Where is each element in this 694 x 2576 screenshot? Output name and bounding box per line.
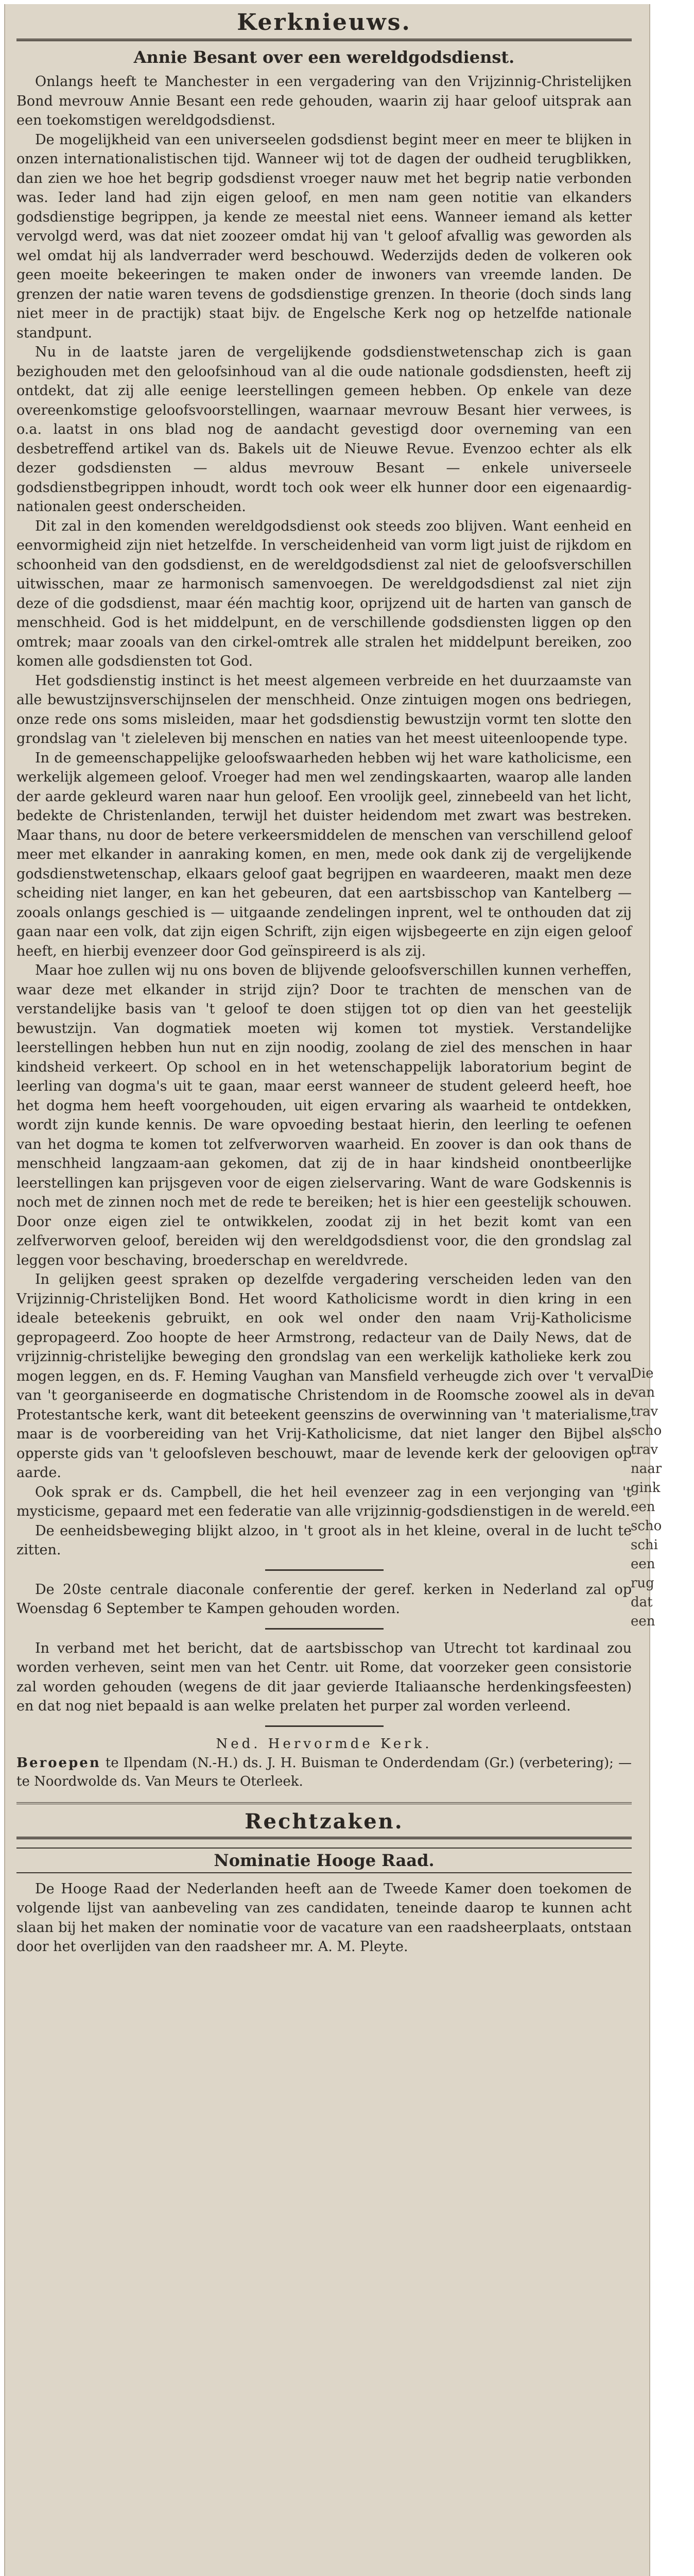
edge-word: van [631,1385,655,1400]
article-paragraph: De mogelijkheid van een universeelen godsdienst begint meer en meer te blijken in onzen internationalistischen tijd. Wanneer wij tot de dagen der oudheid terugblikken, dan zien we hoe het begrip godsdienst vroeger nauw met het begrip natie verbonden was. Ieder land had zijn eigen geloof, en men nam geen notitie van elkanders godsdienstige begrippen, ja kende ze meestal niet eens. Wanneer iemand als ketter vervolgd werd, was dat niet zoozeer omdat hij van 't geloof afvallig was geworden als wel omdat hij als landverrader werd beschouwd. Wederzijds deden de volkeren ook geen moeite bekeeringen te maken onder de inwoners van vreemde landen. De grenzen der natie waren tevens de godsdienstige grenzen. In theorie (doch sinds lang niet meer in de practijk) staat bijv. de Engelsche Kerk nog op hetzelfde nationale standpunt. [16,131,632,341]
article-paragraph: Nu in de laatste jaren de vergelijkende godsdienstwetenschap zich is gaan bezighouden met den geloofsinhoud van al die oude nationale godsdiensten, heeft zij ontdekt, dat zij alle eenige leerstellingen gemeen hebben. Op enkele van deze overeenkomstige geloofsvoorstellingen, waarnaar mevrouw Besant hier verwees, is o.a. laatst in ons blad nog de aandacht gevestigd door overneming van een desbetreffend artikel van ds. Bakels uit de Nieuwe Revue. Evenzoo echter als elk dezer godsdiensten — aldus mevrouw Besant — enkele universeele godsdienstbegrippen inhoudt, wordt toch ook weer elk hunner door een eigenaardig-nationalen geest onderscheiden. [16,344,632,515]
article-title: Annie Besant over een wereldgodsdienst. [133,47,515,67]
text-column [16,4,632,1957]
newspaper-clipping [4,4,662,2576]
article-paragraph: Maar hoe zullen wij nu ons boven de blijvende geloofsverschillen kunnen verheffen, waar deze met elkander in strijd zijn? Door te trachten de menschen van de verstandelijke basis van 't geloof te doen stijgen tot op dien van het geestelijk bewustzijn. Van dogmatiek moeten wij komen tot mystiek. Verstandelijke leerstellingen hebben hun nut en zijn noodig, zoolang de ziel des menschen in haar kindsheid verkeert. Op school en in het wetenschappelijk laboratorium begint de leerling van dogma's uit te gaan, maar eerst wanneer de student geleerd heeft, hoe het dogma hem heeft voorgehouden, uit eigen ervaring als waarheid te ontdekken, wordt zijn kunde kennis. De ware opvoeding bestaat hierin, den leerling te oefenen van het dogma te komen tot zelfverworven waarheid. En zoover is dan ook thans de menschheid langzaam-aan gekomen, dat zij de in haar kindsheid onontbeerlijke leerstellingen kan prijsgeven voor de eigen zielservaring. Want de ware Godskennis is noch met de zinnen noch met de rede te bereiken; het is hier een geestelijk schouwen. Door onze eigen ziel te ontwikkelen, zoodat zij in het bezit komt van een zelfverworven geloof, bereiden wij den wereldgodsdienst voor, die den grondslag zal leggen voor beschaving, broederschap en wereldvrede. [16,962,632,1268]
edge-word: een [631,1614,655,1629]
edge-word: schi [631,1537,658,1553]
court-title: Nominatie Hooge Raad. [16,1848,632,1873]
edge-word: Die [631,1366,654,1381]
divider [265,1569,384,1571]
church-notice [16,1754,632,1791]
edge-word: een [631,1499,655,1515]
news-item-conference: De 20ste centrale diaconale conferentie der geref. kerken in Nederland zal op Woensdag 6 September te Kampen gehouden worden. [16,1581,632,1617]
article-paragraph: In de gemeenschappelijke geloofswaarheden hebben wij het ware katholicisme, een werkelijk algemeen geloof. Vroeger had men wel zendingskaarten, waarop alle landen der aarde gekleurd waren naar hun geloof. Een vroolijk geel, zinnebeeld van het licht, bedekte de Christenlanden, terwijl het duister heidendom met zwart was bestreken. Maar thans, nu door de betere verkeersmiddelen de menschen van verschillend geloof meer met elkander in aanraking komen, en men, mede ook dank zij de vergelijkende godsdienstwetenschap, elkaars geloof gaat begrijpen en waardeeren, maakt men deze scheiding niet langer, en kan het gebeuren, dat een aartsbisschop van Kantelberg — zooals onlangs geschied is — uitgaande zendelingen inprent, wel te onthouden dat zij gaan naar een volk, dat zijn eigen Schrift, zijn eigen wijsbegeerte en zijn eigen geloof heeft, en hierbij evenzeer door God geïnspireerd is als zij. [16,750,632,959]
article-paragraph: In gelijken geest spraken op dezelfde vergadering verscheiden leden van den Vrijzinnig-Christelijken Bond. Het woord Katholicisme wordt in dien kring in een ideale beteekenis gebruikt, en ook wel onder den naam Vrij-Katholicisme gepropageerd. Zoo hoopte de heer Armstrong, redacteur van de Daily News, dat de vrijzinnig-christelijke beweging den grondslag van een werkelijk katholieke kerk zou mogen leggen, en ds. F. Heming Vaughan van Mansfield verheugde zich over 't verval van 't georganiseerde en dogmatische Christendom in de Roomsche zoowel als in de Protestantsche kerk, want dit beteekent geenszins de overwinning van 't materialisme, maar is de voorbereiding van het Vrij-Katholicisme, dat niet langer den Bijbel als opperste gids van 't geloofsleven beschouwt, maar de levende kerk der geloovigen op aarde. [16,1272,632,1481]
church-notice-heading: Ned. Hervormde Kerk. [216,1736,432,1752]
edge-word: scho [631,1423,662,1438]
edge-word: trav [631,1404,658,1419]
edge-word: naar [631,1461,662,1477]
edge-word: een [631,1556,655,1572]
news-item-cardinal: In verband met het bericht, dat de aartsbisschop van Utrecht tot kardinaal zou worden verheven, seint men van het Centr. uit Rome, dat voorzeker geen consistorie zal worden gehouden (wegens de dit jaar gevierde Italiaansche herdenkingsfeesten) en dat nog niet bepaald is aan welke prelaten het purper zal worden verleend. [16,1640,632,1714]
article-paragraph: De eenheidsbeweging blijkt alzoo, in 't groot als in het kleine, overal in de lucht te zitten. [16,1522,632,1558]
edge-word: gink [631,1480,661,1496]
article-paragraph: Onlangs heeft te Manchester in een vergadering van den Vrijzinnig-Christelijken Bond mevrouw Annie Besant een rede gehouden, waarin zij haar geloof uitsprak aan een toekomstigen wereldgodsdienst. [16,74,632,128]
section-title-rechtzaken: Rechtzaken. [16,1802,632,1839]
church-notice-label: Beroepen [16,1755,101,1771]
article-paragraph: Ook sprak er ds. Campbell, die het heil evenzeer zag in een verjonging van 't mysticisme, gepaard met een federatie van alle vrijzinnig-godsdienstigen in de wereld. [16,1484,632,1519]
court-paragraph: De Hooge Raad der Nederlanden heeft aan de Tweede Kamer doen toekomen de volgende lijst van aanbeveling van zes candidaten, teneinde daarop te kunnen acht slaan bij het maken der nominatie voor de vacature van een raadsheerplaats, ontstaan door het overlijden van den raadsheer mr. A. M. Pleyte. [16,1880,632,1955]
divider [265,1725,384,1727]
section-title-kerknieuws: Kerknieuws. [16,4,632,41]
adjacent-column-fragment [631,1364,662,1631]
church-notice-text: te Ilpendam (N.-H.) ds. J. H. Buisman te Onderdendam (Gr.) (verbetering); — te Noordwolde ds. Van Meurs te Oterleek. [16,1755,632,1789]
edge-word: dat [631,1595,653,1610]
article-body [16,72,632,1560]
article-paragraph: Dit zal in den komenden wereldgodsdienst ook steeds zoo blijven. Want eenheid en eenvormigheid zijn niet hetzelfde. In verscheidenheid van vorm ligt juist de rijkdom en schoonheid van den godsdienst, en de wereldgodsdienst zal niet de geloofsverschillen uitwisschen, maar ze harmonisch samenvoegen. De wereldgodsdienst zal niet zijn deze of die godsdienst, maar één machtig koor, oprijzend uit de harten van gansch de menschheid. God is het middelpunt, en de verschillende godsdiensten liggen op den omtrek; maar zooals van den cirkel-omtrek alle stralen het middelpunt bereiken, zoo komen alle godsdiensten tot God. [16,518,632,669]
article-paragraph: Het godsdienstig instinct is het meest algemeen verbreide en het duurzaamste van alle bewustzijnsverschijnselen der menschheid. Onze zintuigen mogen ons bedriegen, onze rede ons soms misleiden, maar het godsdienstig bewustzijn vormt ten slotte den grondslag van 't zieleleven bij menschen en naties van het meest uiteenloopende type. [16,672,632,747]
divider [265,1628,384,1630]
edge-word: rug [631,1575,654,1591]
edge-word: scho [631,1518,662,1534]
edge-word: trav [631,1442,658,1458]
